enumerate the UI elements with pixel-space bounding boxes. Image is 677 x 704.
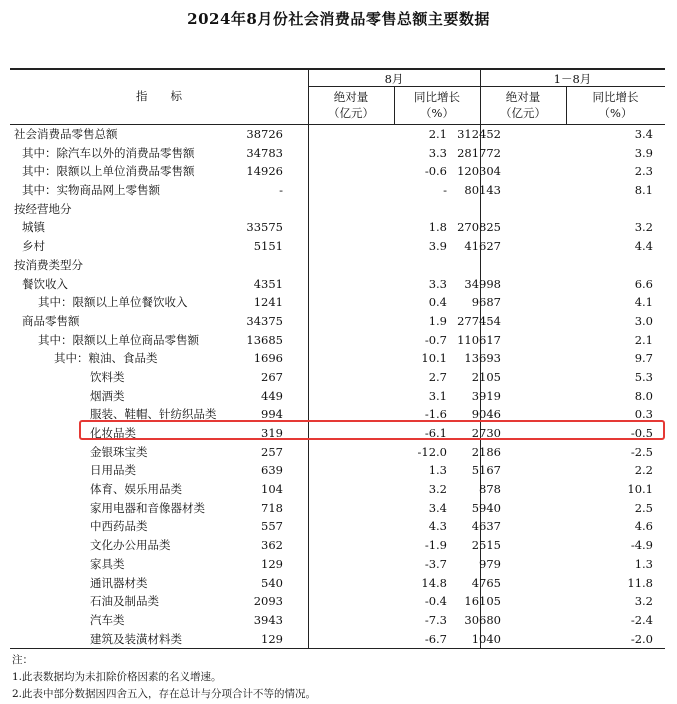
month-absolute-value: 362 <box>261 538 283 553</box>
ytd-absolute-value: 34998 <box>464 276 501 291</box>
ytd-yoy-value: 4.6 <box>634 519 653 534</box>
month-absolute-value: 557 <box>261 519 283 534</box>
month-absolute-value: 1241 <box>253 295 283 310</box>
month-absolute-value: 319 <box>261 426 283 440</box>
row-label: 乡村 <box>22 239 45 254</box>
row-label: 日用品类 <box>90 463 136 478</box>
ytd-absolute-value: 9046 <box>471 407 501 422</box>
indicator-header: 指 标 <box>136 89 182 103</box>
month-yoy-value: 1.9 <box>428 313 447 328</box>
month-absolute-value: 257 <box>261 444 283 459</box>
table-row <box>10 349 665 368</box>
month-absolute-value: - <box>279 183 283 198</box>
month-absolute-value: 3943 <box>253 612 283 627</box>
ytd-absolute-value: 30680 <box>464 612 501 627</box>
month-absolute-value: 540 <box>261 575 283 590</box>
month-yoy-value: 3.2 <box>428 482 447 497</box>
ytd-yoy-value: 8.0 <box>634 388 653 403</box>
month-absolute-value: 1696 <box>253 351 283 366</box>
month-yoy-value: 1.8 <box>428 220 447 235</box>
month-yoy-value: 4.3 <box>428 519 447 534</box>
table-row <box>10 443 665 462</box>
table-row <box>10 144 665 163</box>
ytd-absolute-value: 2105 <box>471 369 501 384</box>
month-yoy-value: -6.7 <box>424 631 447 646</box>
ytd-yoy-value: 5.3 <box>634 369 653 384</box>
row-label: 文化办公用品类 <box>90 538 171 553</box>
data-table <box>10 68 665 649</box>
table-row <box>10 387 665 406</box>
month-absolute-value: 267 <box>261 369 283 384</box>
ytd-yoy-value: 2.3 <box>634 164 653 179</box>
row-label: 餐饮收入 <box>22 276 68 291</box>
table-header <box>10 68 665 125</box>
ytd-absolute-value: 80143 <box>464 183 501 198</box>
table-row <box>10 517 665 536</box>
ytd-yoy-value: 3.4 <box>634 127 653 141</box>
month-absolute-value: 14926 <box>246 164 283 179</box>
month-absolute-value: 449 <box>261 388 283 403</box>
table-row <box>10 461 665 480</box>
table-body <box>10 125 665 649</box>
ytd-yoy-value: 8.1 <box>634 183 653 198</box>
ytd-yoy-value: 2.1 <box>634 332 653 347</box>
ytd-absolute-value: 110617 <box>457 332 501 347</box>
table-row <box>10 536 665 555</box>
month-yoy-value: 3.9 <box>428 239 447 254</box>
ytd-absolute-value: 13693 <box>464 351 501 366</box>
row-label: 其中：限额以上单位餐饮收入 <box>38 295 188 310</box>
ytd-yoy-value: -2.0 <box>630 631 653 646</box>
month-absolute-value: 34783 <box>246 145 283 160</box>
ytd-absolute-value: 281772 <box>457 145 501 160</box>
ytd-header: 1－8月 <box>553 72 592 86</box>
table-row <box>10 480 665 499</box>
row-label: 金银珠宝类 <box>90 444 148 459</box>
ytd-yoy-value: 3.2 <box>634 594 653 609</box>
table-row <box>10 312 665 331</box>
ytd-yoy-value: 9.7 <box>634 351 653 366</box>
table-row <box>10 293 665 312</box>
row-label: 汽车类 <box>90 612 125 627</box>
highlight-box <box>79 420 665 440</box>
table-row <box>10 592 665 611</box>
month-yoy-value: 10.1 <box>421 351 447 366</box>
row-label: 其中：实物商品网上零售额 <box>22 183 160 198</box>
month-absolute-value: 5151 <box>253 239 283 254</box>
row-label: 其中：限额以上单位消费品零售额 <box>22 164 195 179</box>
ytd-absolute-value: 9687 <box>471 295 501 310</box>
row-label: 中西药品类 <box>90 519 148 534</box>
ytd-yoy-value: 0.3 <box>634 407 653 422</box>
row-label: 城镇 <box>22 220 45 235</box>
row-label: 商品零售额 <box>22 313 80 328</box>
row-label: 烟酒类 <box>90 388 125 403</box>
ytd-abs-header: 绝对量 （亿元） <box>500 90 546 120</box>
row-label: 化妆品类 <box>90 426 136 440</box>
table-row <box>10 574 665 593</box>
ytd-yoy-value: -0.5 <box>630 426 653 440</box>
ytd-yoy-value: -2.4 <box>630 612 653 627</box>
ytd-absolute-value: 878 <box>479 482 501 497</box>
ytd-yoy-value: 11.8 <box>627 575 653 590</box>
note-2: 2.此表中部分数据因四舍五入，存在总计与分项合计不等的情况。 <box>12 688 317 700</box>
table-row <box>10 162 665 181</box>
month-absolute-value: 4351 <box>253 276 283 291</box>
table-row <box>10 237 665 256</box>
month-yoy-value: - <box>443 183 447 198</box>
row-label: 建筑及装潢材料类 <box>90 631 182 646</box>
ytd-yoy-value: -2.5 <box>630 444 653 459</box>
month-yoy-value: 2.1 <box>428 127 447 141</box>
month-absolute-value: 129 <box>261 556 283 571</box>
table-row <box>10 555 665 574</box>
row-label: 其中：粮油、食品类 <box>54 351 158 366</box>
notes-head: 注： <box>12 654 33 666</box>
ytd-absolute-value: 4765 <box>471 575 501 590</box>
note-1: 1.此表数据均为未扣除价格因素的名义增速。 <box>12 671 222 683</box>
table-row <box>10 181 665 200</box>
month-absolute-value: 994 <box>261 407 283 422</box>
month-absolute-value: 2093 <box>253 594 283 609</box>
ytd-yoy-value: 2.5 <box>634 500 653 515</box>
month-yoy-value: -0.6 <box>424 164 447 179</box>
table-row <box>10 275 665 294</box>
month-yoy-value: -3.7 <box>424 556 447 571</box>
month-yoy-value: 3.4 <box>428 500 447 515</box>
ytd-absolute-value: 277454 <box>457 313 501 328</box>
month-yoy-header: 同比增长 （%） <box>414 90 460 120</box>
ytd-yoy-value: -4.9 <box>630 538 653 553</box>
ytd-absolute-value: 312452 <box>457 127 501 141</box>
page-title: 2024年8月份社会消费品零售总额主要数据 <box>187 10 490 28</box>
ytd-yoy-header: 同比增长 （%） <box>592 90 639 120</box>
ytd-absolute-value: 4637 <box>471 519 501 534</box>
month-absolute-value: 38726 <box>246 127 283 141</box>
table-row <box>10 368 665 387</box>
ytd-absolute-value: 16105 <box>464 594 501 609</box>
table-row <box>10 125 665 144</box>
month-yoy-value: -1.9 <box>424 538 447 553</box>
ytd-yoy-value: 4.1 <box>634 295 653 310</box>
ytd-absolute-value: 270825 <box>457 220 501 235</box>
ytd-absolute-value: 5940 <box>471 500 501 515</box>
table-row <box>10 499 665 518</box>
month-yoy-value: -7.3 <box>424 612 447 627</box>
month-yoy-value: 3.3 <box>428 276 447 291</box>
ytd-absolute-value: 1040 <box>471 631 501 646</box>
month-yoy-value: 0.4 <box>428 295 447 310</box>
month-yoy-value: 3.1 <box>428 388 447 403</box>
row-label: 家具类 <box>90 556 125 571</box>
month-yoy-value: 3.3 <box>428 145 447 160</box>
ytd-yoy-value: 10.1 <box>627 482 653 497</box>
month-absolute-value: 34375 <box>246 313 283 328</box>
row-label: 按消费类型分 <box>14 257 83 272</box>
row-label: 饮料类 <box>90 369 125 384</box>
month-yoy-value: 2.7 <box>428 369 447 384</box>
month-absolute-value: 104 <box>261 482 283 497</box>
ytd-absolute-value: 2730 <box>471 426 501 440</box>
month-absolute-value: 129 <box>261 631 283 646</box>
month-yoy-value: -0.7 <box>424 332 447 347</box>
row-label: 通讯器材类 <box>90 575 148 590</box>
ytd-yoy-value: 3.9 <box>634 145 653 160</box>
row-label: 社会消费品零售总额 <box>14 127 118 141</box>
month-yoy-value: 14.8 <box>421 575 447 590</box>
row-label: 按经营地分 <box>14 201 72 216</box>
row-label: 其中：除汽车以外的消费品零售额 <box>22 145 195 160</box>
ytd-yoy-value: 3.0 <box>634 313 653 328</box>
table-row <box>10 218 665 237</box>
month-absolute-value: 13685 <box>246 332 283 347</box>
table-row <box>10 256 665 275</box>
ytd-absolute-value: 2515 <box>471 538 501 553</box>
month-absolute-value: 639 <box>261 463 283 478</box>
table-notes <box>12 652 316 703</box>
month-absolute-value: 718 <box>261 500 283 515</box>
row-label: 其中：限额以上单位商品零售额 <box>38 332 199 347</box>
ytd-absolute-value: 3919 <box>471 388 501 403</box>
month-yoy-value: -6.1 <box>424 426 447 440</box>
ytd-yoy-value: 1.3 <box>634 556 653 571</box>
month-absolute-value: 33575 <box>246 220 283 235</box>
ytd-absolute-value: 41627 <box>464 239 501 254</box>
table-row <box>10 611 665 630</box>
row-label: 石油及制品类 <box>90 594 159 609</box>
ytd-yoy-value: 2.2 <box>634 463 653 478</box>
ytd-yoy-value: 3.2 <box>634 220 653 235</box>
table-row <box>10 200 665 219</box>
row-label: 体育、娱乐用品类 <box>90 482 182 497</box>
month-abs-header: 绝对量 （亿元） <box>328 90 374 120</box>
row-label: 家用电器和音像器材类 <box>90 500 205 515</box>
table-row <box>10 630 665 649</box>
ytd-yoy-value: 4.4 <box>634 239 653 254</box>
month-yoy-value: -1.6 <box>424 407 447 422</box>
month-yoy-value: 1.3 <box>428 463 447 478</box>
row-label: 服装、鞋帽、针纺织品类 <box>90 407 217 422</box>
month-header: 8月 <box>384 72 404 86</box>
month-yoy-value: -12.0 <box>417 444 447 459</box>
table-row <box>10 331 665 350</box>
ytd-yoy-value: 6.6 <box>634 276 653 291</box>
ytd-absolute-value: 120304 <box>457 164 501 179</box>
ytd-absolute-value: 979 <box>479 556 501 571</box>
ytd-absolute-value: 2186 <box>471 444 501 459</box>
month-yoy-value: -0.4 <box>424 594 447 609</box>
ytd-absolute-value: 5167 <box>471 463 501 478</box>
